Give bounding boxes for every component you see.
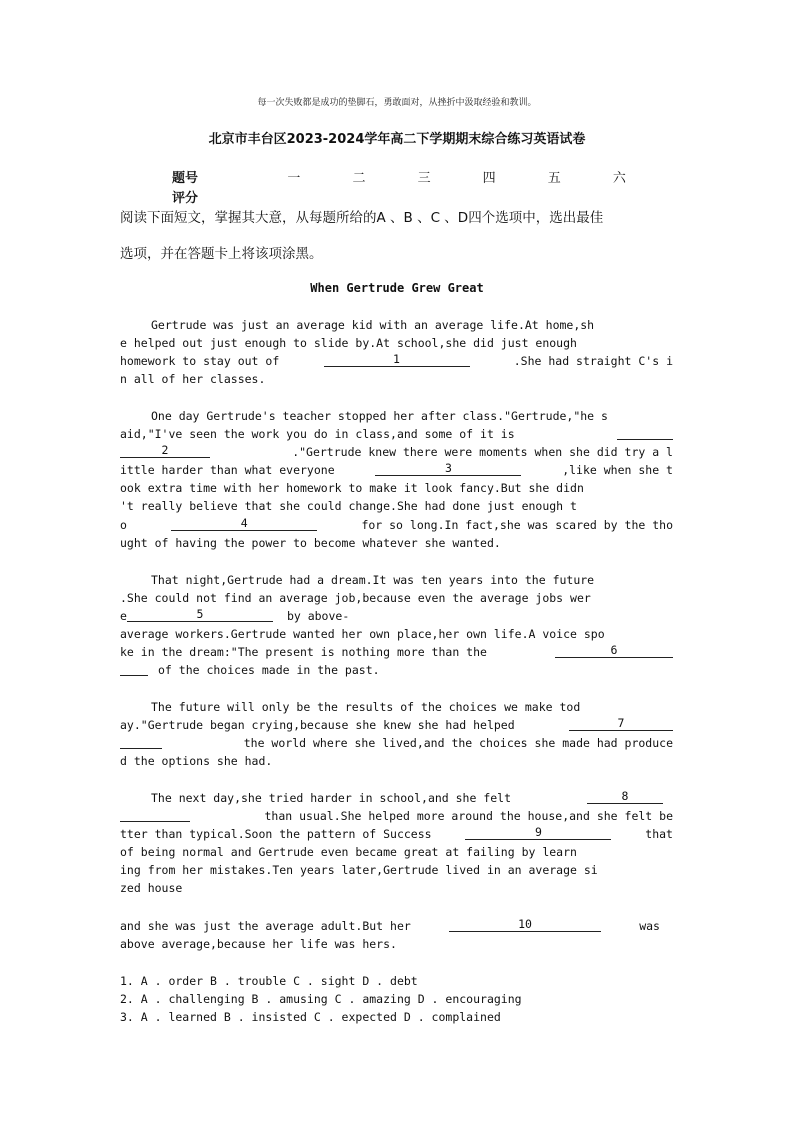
passage-line: 't really believe that she could change.She had done just enough t (120, 499, 577, 513)
passage-text: above average,because her life was hers. (120, 937, 397, 951)
question-1: 1. A . order B . trouble C . sight D . debt (120, 974, 418, 988)
instruction-line-1: 阅读下面短文，掌握其大意，从每题所给的A 、B 、C 、D四个选项中，选出最佳 (120, 210, 604, 226)
blank-9: 9 (465, 825, 611, 840)
passage-text: ."Gertrude knew there were moments when she did try a l (292, 445, 673, 459)
passage-text: ke in the dream:"The present is nothing more than the (120, 645, 487, 659)
passage-text: ay."Gertrude began crying,because she knew she had helped (120, 718, 515, 732)
column-5: 五 (547, 170, 561, 186)
passage-text: n all of her classes. (120, 372, 266, 386)
passage-line (120, 443, 673, 461)
passage-line (120, 716, 673, 734)
passage-line (120, 370, 673, 388)
question-number-label: 题号 (172, 170, 199, 186)
passage-line (120, 825, 673, 843)
passage-line (120, 879, 673, 897)
passage-text: was (639, 919, 660, 933)
passage-text: and she was just the average adult.But her (120, 919, 411, 933)
instruction-line-2: 选项，并在答题卡上将该项涂黑。 (120, 246, 323, 262)
motto-text: 每一次失败都是成功的垫脚石，勇敢面对，从挫折中汲取经验和教训。 (257, 98, 537, 108)
passage-line: One day Gertrude's teacher stopped her after class."Gertrude,"he s (151, 409, 608, 423)
passage-text: e (120, 609, 127, 623)
passage-line: ing from her mistakes.Ten years later,Gertrude lived in an average si (120, 863, 598, 877)
blank-3: 3 (375, 461, 521, 476)
passage-text: by above- (286, 609, 350, 623)
blank-4: 4 (171, 516, 317, 531)
passage-line (120, 425, 673, 443)
passage-text: of the choices made in the past. (158, 663, 380, 677)
passage-line (120, 461, 673, 479)
passage-line (120, 752, 673, 770)
passage-line: ook extra time with her homework to make it look fancy.But she didn (120, 481, 584, 495)
passage-line (120, 935, 673, 953)
question-2: 2. A . challenging B . amusing C . amazing D . encouraging (120, 992, 522, 1006)
passage-text: than usual.She helped more around the house,and she felt be (264, 809, 673, 823)
blank-2-start (617, 425, 673, 440)
passage-line (120, 917, 660, 935)
column-6: 六 (612, 170, 626, 186)
column-3: 三 (417, 170, 431, 186)
passage-text: tter than typical.Soon the pattern of Success (120, 827, 432, 841)
passage-text: for so long.In fact,she was scared by the tho (361, 518, 673, 532)
passage-line (120, 661, 673, 679)
score-row-numbers (172, 166, 652, 186)
passage-text: homework to stay out of (120, 354, 280, 368)
column-1: 一 (287, 170, 301, 186)
column-4: 四 (482, 170, 496, 186)
passage-line: average workers.Gertrude wanted her own place,her own life.A voice spo (120, 627, 605, 641)
passage-line (151, 789, 663, 807)
passage-line: e helped out just enough to slide by.At school,she did just enough (120, 336, 577, 350)
passage-line (120, 607, 673, 625)
page-title: 北京市丰台区2023-2024学年高二下学期期末综合练习英语试卷 (208, 132, 586, 147)
passage-text: the world where she lived,and the choices she made had produce (243, 736, 673, 750)
passage-text: ,like when she t (562, 463, 673, 477)
blank-7-end (120, 734, 162, 749)
blank-6: 6 (555, 643, 673, 658)
question-3: 3. A . learned B . insisted C . expected D . complained (120, 1010, 501, 1024)
passage-line: of being normal and Gertrude even became great at failing by learn (120, 845, 577, 859)
passage-title: When Gertrude Grew Great (310, 281, 484, 295)
blank-1: 1 (324, 352, 470, 367)
blank-2: 2 (120, 443, 210, 458)
passage-line (120, 352, 673, 370)
passage-line: That night,Gertrude had a dream.It was ten years into the future (151, 573, 595, 587)
blank-7: 7 (569, 716, 673, 731)
column-2: 二 (352, 170, 366, 186)
passage-line (120, 643, 673, 661)
passage-line (120, 734, 673, 752)
passage-line: The future will only be the results of the choices we make tod (151, 700, 581, 714)
passage-line: Gertrude was just an average kid with an average life.At home,sh (151, 318, 595, 332)
blank-8: 8 (587, 789, 663, 804)
passage-line: ught of having the power to become whatever she wanted. (120, 536, 501, 550)
score-row-scores (172, 186, 652, 206)
passage-text: zed house (120, 881, 183, 895)
passage-line (120, 516, 673, 534)
blank-8-end (120, 807, 190, 822)
passage-line: .She could not find an average job,because even the average jobs wer (120, 591, 591, 605)
passage-text: o (120, 518, 127, 532)
score-table (172, 166, 652, 206)
blank-6-end (120, 661, 148, 676)
passage-text: ittle harder than what everyone (120, 463, 335, 477)
passage-text: d the options she had. (120, 754, 273, 768)
score-label: 评分 (172, 190, 199, 206)
blank-10: 10 (449, 917, 601, 932)
passage-text: The next day,she tried harder in school,and she felt (151, 791, 512, 805)
passage-line (120, 807, 673, 825)
blank-5: 5 (127, 607, 273, 622)
passage-text: .She had straight C's i (513, 354, 673, 368)
passage-text: that (645, 827, 673, 841)
passage-text: aid,"I've seen the work you do in class,and some of it is (120, 427, 515, 441)
